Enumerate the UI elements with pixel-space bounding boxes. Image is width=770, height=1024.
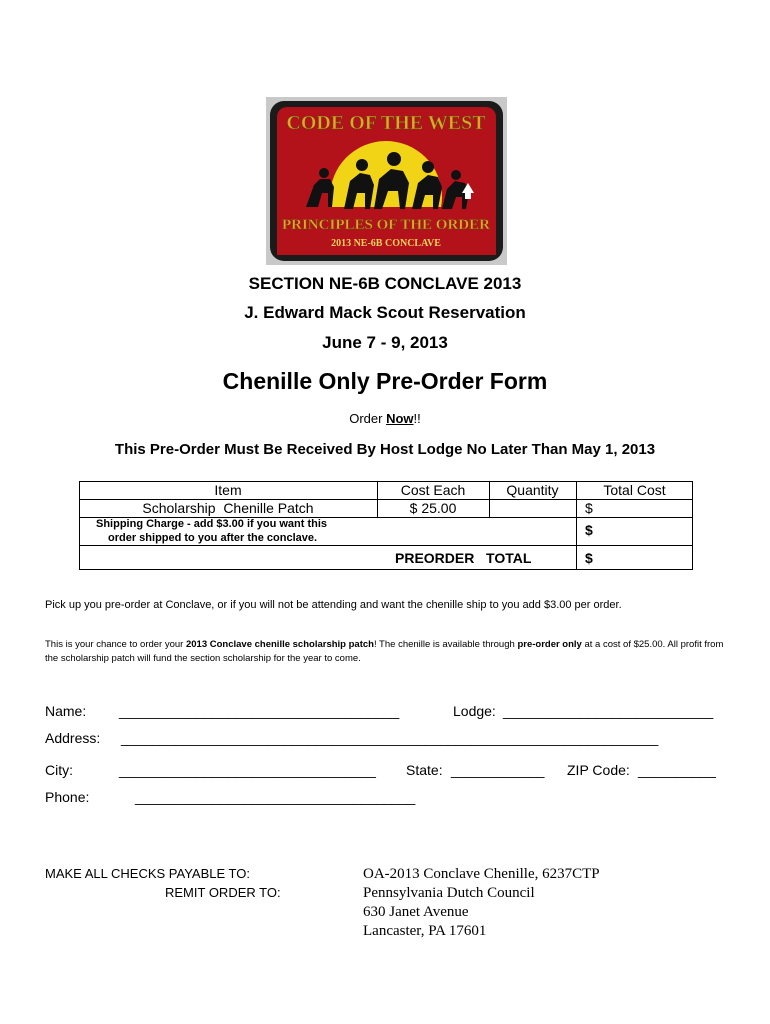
table-header-quantity: Quantity — [506, 482, 559, 498]
preorder-total-label: PREORDER TOTAL — [395, 550, 532, 566]
remit-address-line: Lancaster, PA 17601 — [363, 923, 487, 939]
table-header-cost: Cost Each — [400, 482, 466, 498]
table-header-total: Total Cost — [603, 482, 666, 498]
chance-text-3: at a cost of $25.00. All profit from the scholarship patch will fund the section scholarship for the year to come. — [45, 639, 724, 664]
zip-label: ZIP Code: — [567, 762, 630, 778]
chance-text-2: ! The chenille is available through — [373, 639, 518, 650]
state-field[interactable]: ____________ — [451, 762, 545, 778]
phone-label: Phone: — [45, 789, 90, 805]
address-field[interactable]: _____________________________________________________________________ — [121, 730, 659, 746]
lodge-label: Lodge: — [453, 703, 496, 719]
pickup-note: Pick up you pre-order at Conclave, or if you will not be attending and want the chenille ship to you add $3.00 per order. — [45, 599, 622, 611]
item-total: $ — [585, 500, 593, 516]
state-label: State: — [406, 762, 443, 778]
shipping-line-2: order shipped to you after the conclave. — [108, 532, 318, 544]
code-of-the-west-patch-logo — [266, 97, 507, 265]
event-dates: June 7 - 9, 2013 — [322, 333, 448, 352]
camp-name: J. Edward Mack Scout Reservation — [244, 303, 526, 322]
deadline-notice: This Pre-Order Must Be Received By Host Lodge No Later Than May 1, 2013 — [114, 441, 656, 458]
checks-payable-label: MAKE ALL CHECKS PAYABLE TO: — [45, 866, 250, 881]
name-label: Name: — [45, 703, 87, 719]
remit-address-line: Pennsylvania Dutch Council — [363, 885, 535, 901]
scholarship-note — [45, 638, 730, 666]
order-prefix: Order — [349, 411, 387, 426]
lodge-field[interactable]: ___________________________ — [503, 703, 714, 719]
order-now-emphasis: Now — [386, 411, 414, 426]
remit-address-line: 630 Janet Avenue — [363, 904, 469, 920]
order-suffix: !! — [413, 411, 421, 426]
item-cost: $ 25.00 — [409, 500, 457, 516]
chance-text-1: This is your chance to order your — [45, 639, 186, 650]
shipping-total: $ — [585, 522, 593, 538]
remit-order-label: REMIT ORDER TO: — [165, 885, 281, 900]
patch-bottom-text-2: 2013 NE-6B CONCLAVE — [331, 238, 441, 249]
section-title: SECTION NE-6B CONCLAVE 2013 — [248, 274, 522, 293]
phone-field[interactable]: ____________________________________ — [135, 789, 416, 805]
quantity-field[interactable] — [489, 500, 576, 517]
chance-bold-2: pre-order only — [517, 639, 582, 650]
item-name: Scholarship Chenille Patch — [142, 500, 314, 516]
name-field[interactable]: ____________________________________ — [119, 703, 400, 719]
city-label: City: — [45, 762, 73, 778]
city-field[interactable]: _________________________________ — [119, 762, 376, 778]
patch-top-text: CODE OF THE WEST — [286, 112, 486, 134]
address-label: Address: — [45, 730, 101, 746]
order-now-line — [0, 411, 770, 426]
chance-bold-1: 2013 Conclave chenille scholarship patch — [185, 639, 374, 650]
shipping-line-1: Shipping Charge - add $3.00 if you want this — [96, 518, 328, 530]
preorder-total-value: $ — [585, 550, 593, 566]
zip-field[interactable]: __________ — [638, 762, 716, 778]
table-header-item: Item — [214, 482, 242, 498]
form-title: Chenille Only Pre-Order Form — [222, 368, 548, 394]
patch-bottom-text-1: PRINCIPLES OF THE ORDER — [282, 217, 490, 233]
remit-address — [363, 865, 600, 941]
remit-address-line: OA-2013 Conclave Chenille, 6237CTP — [363, 866, 600, 882]
